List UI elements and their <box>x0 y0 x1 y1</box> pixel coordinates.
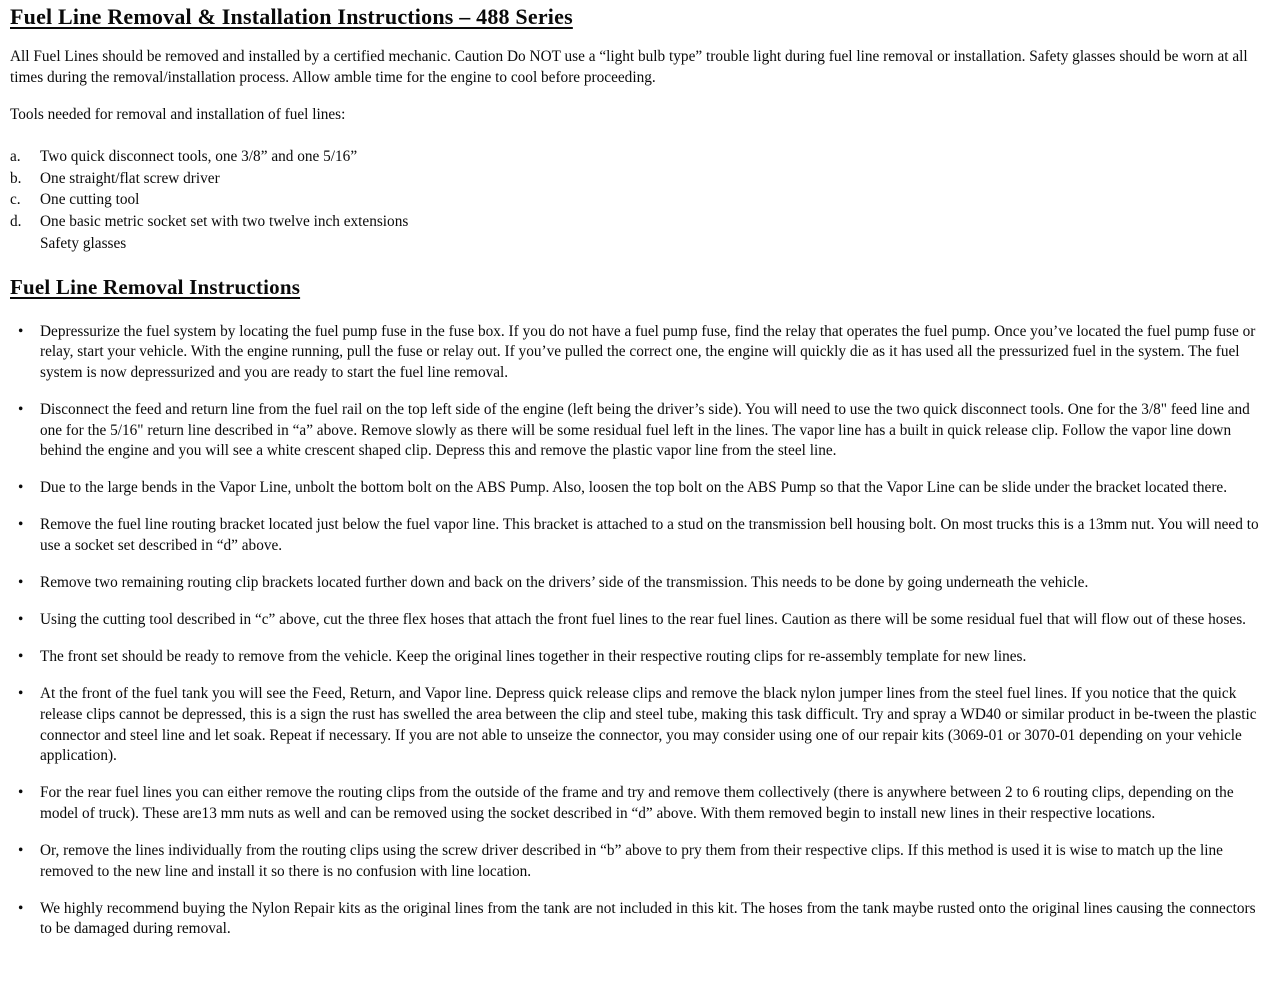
step-text: Using the cutting tool described in “c” above, cut the three flex hoses that attach the front fuel lines to the rear fuel lines. Caution as there will be some residual fuel that will flow out of these hoses. <box>40 611 1246 629</box>
bullet-icon <box>18 478 23 499</box>
step-item <box>10 478 1268 499</box>
step-text: For the rear fuel lines you can either remove the routing clips from the outside of the frame and try and remove them collectively (there is anywhere between 2 to 6 routing clips, depending on the model of truck). These are13 mm nuts as well and can be removed using the socket described in “d” above. With them removed begin to install new lines in their respective locations. <box>40 784 1234 822</box>
tool-item-text: One cutting tool <box>40 191 140 209</box>
step-item <box>10 322 1268 384</box>
intro-paragraph: All Fuel Lines should be removed and installed by a certified mechanic. Caution Do NOT use a “light bulb type” trouble light during fuel line removal or installation. Safety glasses should be worn at all times during the removal/installation process. Allow amble time for the engine to cool before proceeding. <box>10 48 1248 86</box>
step-text: Depressurize the fuel system by locating the fuel pump fuse in the fuse box. If you do not have a fuel pump fuse, find the relay that operates the fuel pump. Once you’ve located the fuel pump fuse or relay, start your vehicle. With the engine running, pull the fuse or relay out. If you’ve pulled the correct one, the engine will quickly die as it has used all the pressurized fuel in the system. The fuel system is now depressurized and you are ready to start the fuel line removal. <box>40 322 1256 381</box>
tool-item <box>10 233 1268 255</box>
tool-item <box>10 189 1268 211</box>
tool-item <box>10 168 1268 190</box>
bullet-icon <box>18 400 23 421</box>
step-text: Due to the large bends in the Vapor Line, unbolt the bottom bolt on the ABS Pump. Also, loosen the top bolt on the ABS Pump so that the Vapor Line can be slide under the bracket located there. <box>40 479 1228 497</box>
step-text: We highly recommend buying the Nylon Repair kits as the original lines from the tank are not included in this kit. The hoses from the tank maybe rusted onto the original lines causing the connectors to be damaged during removal. <box>40 899 1256 938</box>
tool-item <box>10 211 1268 233</box>
tools-list <box>10 146 1268 255</box>
step-item <box>10 783 1268 824</box>
tool-item-text: Safety glasses <box>40 234 127 252</box>
bullet-icon <box>18 684 23 705</box>
bullet-icon <box>18 841 23 862</box>
tool-item <box>10 146 1268 168</box>
step-text: Remove the fuel line routing bracket located just below the fuel vapor line. This bracket is attached to a stud on the transmission bell housing bolt. On most trucks this is a 13mm nut. You will need to use a socket set described in “d” above. <box>40 516 1259 555</box>
tool-item-text: One basic metric socket set with two twelve inch extensions <box>40 213 409 231</box>
tool-item-marker: d. <box>10 213 22 231</box>
bullet-icon <box>18 515 23 536</box>
step-item <box>10 573 1268 594</box>
step-text: Or, remove the lines individually from the routing clips using the screw driver described in “b” above to pry them from their respective clips. If this method is used it is wise to match up the line removed to the new line and install it so there is no confusion with line location. <box>40 841 1223 880</box>
tool-item-marker: a. <box>10 147 21 165</box>
tools-intro: Tools needed for removal and installation of fuel lines: <box>10 106 346 124</box>
step-text: At the front of the fuel tank you will see the Feed, Return, and Vapor line. Depress quick release clips and remove the black nylon jumper lines from the steel fuel lines. If you notice that the quick release clips cannot be depressed, this is a sign the rust has swelled the area between the clip and steel tube, making this task difficult. Try and spray a WD40 or similar product in be-tween the plastic connector and steel line and let soak. Repeat if necessary. If you are not able to unseize the connector, you may consider using one of our repair kits (3069-01 or 3070-01 depending on your vehicle application). <box>40 685 1257 765</box>
bullet-icon <box>18 899 23 920</box>
tool-item-text: One straight/flat screw driver <box>40 169 220 187</box>
step-item <box>10 899 1268 940</box>
step-item <box>10 647 1268 668</box>
bullet-icon <box>18 610 23 631</box>
step-item <box>10 400 1268 462</box>
tool-item-text: Two quick disconnect tools, one 3/8” and one 5/16” <box>40 147 358 165</box>
step-text: Remove two remaining routing clip brackets located further down and back on the drivers’ side of the transmission. This needs to be done by going underneath the vehicle. <box>40 574 1089 592</box>
bullet-icon <box>18 573 23 594</box>
step-item <box>10 684 1268 766</box>
step-text: The front set should be ready to remove from the vehicle. Keep the original lines together in their respective routing clips for re-assembly template for new lines. <box>40 648 1027 666</box>
tool-item-marker: b. <box>10 169 22 187</box>
bullet-icon <box>18 783 23 804</box>
step-item <box>10 841 1268 882</box>
tool-item-marker: c. <box>10 191 21 209</box>
steps-list <box>10 322 1268 940</box>
step-text: Disconnect the feed and return line from the fuel rail on the top left side of the engine (left being the driver’s side). You will need to use the two quick disconnect tools. One for the 3/8" feed line and one for the 5/16" return line described in “a” above. Remove slowly as there will be some residual fuel left in the lines. The vapor line has a built in quick release clip. Follow the vapor line down behind the engine and you will see a white crescent shaped clip. Depress this and remove the plastic vapor line from the steel line. <box>40 401 1250 460</box>
bullet-icon <box>18 647 23 668</box>
document-title: Fuel Line Removal & Installation Instructions – 488 Series <box>10 4 573 29</box>
step-item <box>10 610 1268 631</box>
bullet-icon <box>18 322 23 343</box>
step-item <box>10 515 1268 556</box>
section-heading: Fuel Line Removal Instructions <box>10 274 301 299</box>
